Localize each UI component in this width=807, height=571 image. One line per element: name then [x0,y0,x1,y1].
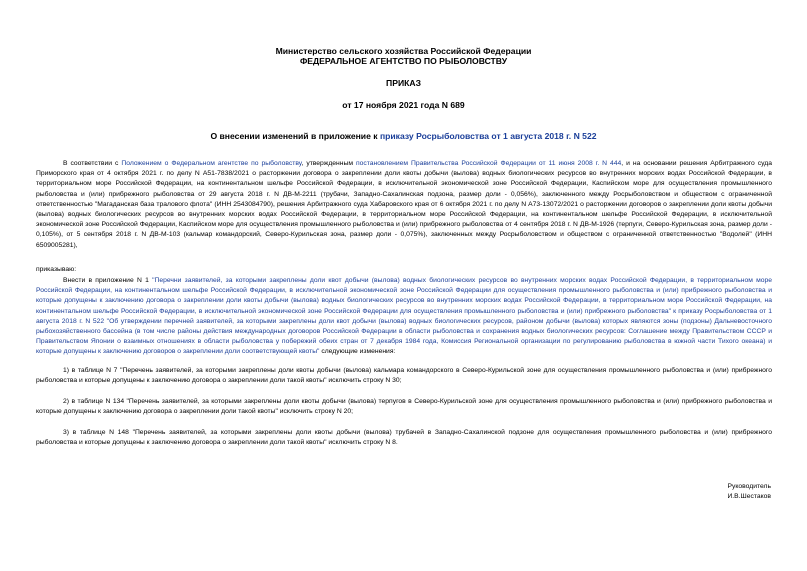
document-type: ПРИКАЗ [386,78,421,88]
agency-name: ФЕДЕРАЛЬНОЕ АГЕНТСТВО ПО РЫБОЛОВСТВУ [299,56,508,66]
list-item: 3) в таблице N 148 "Перечень заявителей, за которыми закреплены доли квоты добычи (вылова) трубачей в Западно-Сахалинской подзоне для осуществления промышленного рыболовства и (или) прибрежного рыболовства и которые допущены к заключению договора о закреплении доли такой квоты" исключить строку N 8. [36,429,772,447]
signature-position: Руководитель [727,483,771,490]
order-text-1: Внести в приложение N 1 [63,277,153,284]
preamble-text-2: , утвержденным [301,160,356,167]
title-prefix: О внесении изменений в приложение к [210,131,380,141]
preamble-text-3: , и на основании решения Арбитражного суда Приморского края от 4 октября 2021 г. по делу N А51-7838/2021 о расторжении договора о закреплении доли квоты добычи (вылова) водных биологических ресурсов во внутренних морских водах Российской Федерации, в территориальном море Российской Федерации, на континентальном шельфе Российской Федерации, в исключительной экономической зоне Российской Федерации, Каспийском море для осуществления промышленного рыболовства и (или) прибрежного рыболовства от 29 августа 2018 г. N ДВ-М-2211 (трубачи, Западно-Сахалинская подзона, размер доли - 0,056%), заключенного между Росрыболовством и обществом с ограниченной ответственностью "Магаданская база тралового флота" (ИНН 2543084790), решения Арбитражного суда Хабаровского края от 6 октября 2021 г. по делу N А73-13072/2021 о расторжении договоров о закреплении доли квоты добычи (вылова) водных биологических ресурсов во внутренних морских водах Российской Федерации, в территориальном море Российской Федерации, на континентальном шельфе Российской Федерации, в исключительной экономической зоне Российской Федерации, Каспийском море для осуществления промышленного рыболовства и (или) прибрежного рыболовства от 4 сентября 2018 г. N ДВ-М-1926 (терпуги, Северо-Курильская зона, размер доли - 0,105%), от 5 сентября 2018 г. N ДВ-М-103 (кальмар командорский, Северо-Курильская зона, размер доли - 0,075%), заключенных между Росрыболовством и обществом с ограниченной ответственностью "Водолей" (ИНН 6509005281), [36,160,772,249]
list-item: 2) в таблице N 134 "Перечень заявителей, за которыми закреплены доли квоты добычи (вылова) терпугов в Северо-Курильской зоне для осуществления промышленного рыболовства и (или) прибрежного рыболовства и которые допущены к заключению договора о закреплении доли такой квоты" исключить строку N 20; [36,398,772,416]
ministry-name: Министерство сельского хозяйства Российской Федерации [275,46,532,56]
order-word: приказываю: [36,266,77,273]
preamble-link-resolution[interactable]: постановлением Правительства Российской Федерации от 11 июня 2008 г. N 444 [355,160,622,167]
document-date-number: от 17 ноября 2021 года N 689 [342,100,465,110]
order-text-2: следующие изменения: [319,348,396,356]
order-paragraph [36,276,772,358]
signature-block [727,482,771,502]
signature-name: И.В.Шестаков [727,493,771,501]
preamble-text-1: В соответствии с [63,160,122,167]
preamble-paragraph [36,159,772,251]
list-item: 1) в таблице N 7 "Перечень заявителей, за которыми закреплены доли квоты добычи (вылова) кальмара командорского в Северо-Курильской зоне для осуществления промышленного рыболовства и (или) прибрежного рыболовства и которые допущены к заключению договора о закреплении доли такой квоты" исключить строку N 30; [36,367,772,385]
document-title [0,131,807,141]
preamble-link-regulation[interactable]: Положением о Федеральном агентстве по рыболовству [121,160,302,167]
order-link-appendix[interactable]: "Перечни заявителей, за которыми закреплены доли квот добычи (вылова) водных биологических ресурсов во внутренних морских водах Российской Федерации, в территориальном море Российской Федерации, на континентальном шельфе Российской Федерации, в исключительной экономической зоне Российской Федерации для осуществления промышленного рыболовства и (или) прибрежного рыболовства и которые допущены к заключению договора о закреплении доли квоты добычи (вылова) водных биологических ресурсов во внутренних морских водах Российской Федерации, в территориальном море Российской Федерации, на континентальном шельфе Российской Федерации, в исключительной экономической зоне Российской Федерации для осуществления промышленного рыболовства и (или) прибрежного рыболовства" к приказу Росрыболовства от 1 августа 2018 г. N 522 "Об утверждении перечней заявителей, за которыми закреплены доли квот добычи (вылова) водных биологических ресурсов, районом добычи (вылова) которых являются зоны (подзоны) Дальневосточного рыбохозяйственного бассейна (в том числе районы действия международных договоров Российской Федерации в области рыболовства и сохранения водных биологических ресурсов: Соглашение между Правительством СССР и Правительством Японии о взаимных отношениях в области рыболовства у побережий обеих стран от 7 декабря 1984 года, Комиссия Региональной организации по регулированию рыболовства в южной части Тихого океана) и которые допущены к заключению договоров о закреплении доли соответствующей квоты" [36,277,772,356]
title-link[interactable]: приказу Росрыболовства от 1 августа 2018 г. N 522 [379,131,597,141]
